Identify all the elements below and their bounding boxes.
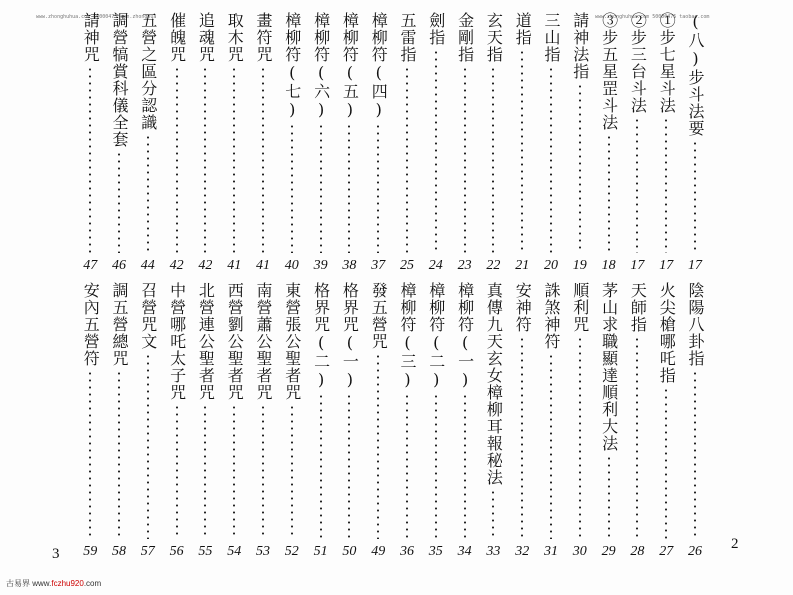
dot-leader [232,66,236,253]
toc-entry-title: 順利咒 [570,282,590,333]
toc-entry [394,282,420,560]
footer-site [6,578,101,589]
toc-entry [567,282,593,560]
dot-leader [117,370,121,539]
toc-entry [624,282,650,560]
footer-suffix: .com [83,579,102,588]
toc-entry-title: 五雷指 [398,12,417,63]
dot-leader [261,66,265,253]
toc-entry-page: 41 [227,258,242,273]
toc-entry-title: 安神符 [513,282,533,333]
toc-entry-title: 中營哪吒太子咒 [167,282,187,401]
toc-entry-title: 樟柳符(四) [369,12,389,120]
dot-leader [319,123,323,253]
dot-leader [290,404,294,539]
dot-leader [290,123,294,253]
toc-entry-page: 47 [83,258,98,273]
toc-entry [365,282,391,560]
toc-entry-page: 23 [457,258,472,273]
dot-leader [117,151,121,253]
toc-entry [423,12,449,274]
toc-entry-title: 追魂咒 [196,12,216,63]
toc-entry-title: 劍指 [426,12,446,46]
dot-leader [693,370,697,539]
toc-entry [221,12,247,274]
toc-entry-title: 樟柳符(五) [340,12,360,120]
toc-entry [596,282,622,560]
toc-entry-title: (八)步斗法要 [686,12,705,137]
toc-entry [365,12,391,274]
toc-entry-page: 24 [428,258,443,273]
toc-entry [106,12,132,274]
toc-entry-title: ①步七星斗法 [657,12,677,114]
toc-entry-page: 58 [112,544,126,559]
toc-entry-title: 調五營總咒 [110,282,129,367]
toc-entry-page: 41 [256,258,270,273]
toc-entry-page: 27 [659,544,674,559]
dot-leader [88,66,92,253]
dot-leader [175,404,179,539]
toc-entry [135,12,161,274]
toc-entry-title: 樟柳符(一) [455,282,475,390]
toc-entry-page: 56 [169,544,184,559]
toc-entry-page: 53 [256,544,270,559]
toc-entry-title: 陰陽八卦指 [686,282,705,367]
dot-leader [693,140,697,253]
toc-entry-page: 49 [371,544,386,559]
toc-entry-page: 35 [428,544,443,559]
dot-leader [319,393,323,539]
toc-entry-page: 42 [169,258,184,273]
toc-entry-page: 20 [544,258,558,273]
dot-leader [376,123,380,253]
toc-entry-title: 安內五營符 [81,282,101,367]
toc-entry-page: 39 [313,258,328,273]
dot-leader [491,66,495,253]
toc-entry-title: 請神咒 [81,12,101,63]
toc-entry-page: 52 [284,544,299,559]
toc-entry [653,12,679,274]
toc-entry-title: 道指 [513,12,533,46]
page-number-right: 2 [731,536,739,552]
dot-leader [635,336,639,539]
toc-entry-page: 37 [371,258,386,273]
toc-entry-page: 25 [400,258,414,273]
toc-entry-page: 17 [659,258,674,273]
toc-entry [135,282,161,560]
toc-entry [250,12,276,274]
toc-entry-page: 33 [486,544,501,559]
toc-entry-title: 五營之區分認識 [138,12,158,131]
toc-entry [567,12,593,274]
toc-entry-page: 26 [688,544,702,559]
toc-entry [192,12,218,274]
toc-entry [164,282,190,560]
toc-entry-title: 發五營咒 [369,282,389,350]
dot-leader [491,489,495,539]
toc-entry [653,282,679,560]
toc-entry-title: 北營連公聖者咒 [196,282,216,401]
toc-entry-title: 調營犒賞科儀全套 [110,12,129,148]
toc-entry [480,12,506,274]
toc-entry-page: 57 [140,544,155,559]
dot-leader [146,134,150,253]
toc-entry [106,282,132,560]
toc-entry-title: 西營劉公聖者咒 [225,282,245,401]
toc-entry-title: 樟柳符(二) [426,282,446,390]
toc-entry [394,12,420,274]
toc-entry-title: 誅煞神符 [542,282,561,350]
toc-entry-title: 真傳九天玄女樟柳耳報秘法 [484,282,504,486]
toc-entry [682,282,708,560]
toc-entry-title: 火尖槍哪吒指 [657,282,677,384]
toc-entry-page: 21 [515,258,530,273]
dot-leader [463,66,467,253]
toc-entry [624,12,650,274]
toc-entry-title: 格界咒(一) [340,282,360,390]
toc-entry-title: 取木咒 [225,12,245,63]
dot-leader [635,117,639,253]
toc-entry-page: 29 [601,544,616,559]
toc-entry-page: 51 [313,544,328,559]
toc-entry [279,282,305,560]
toc-entry-title: 天師指 [628,282,648,333]
watermark-left: www.zhonghuhua.com 50000475 com.zhonghua [36,14,157,20]
toc-entry-page: 19 [572,258,587,273]
toc-entry [596,12,622,274]
toc-entry-page: 36 [400,544,414,559]
toc-entry-title: 請神法指 [570,12,590,80]
toc-entry [509,12,535,274]
toc-entry-page: 54 [227,544,242,559]
toc-entry [423,282,449,560]
toc-entry-title: 催魄咒 [167,12,187,63]
dot-leader [175,66,179,253]
toc-entry-title: 玄天指 [484,12,504,63]
toc-entry [538,282,564,560]
toc-entry-page: 42 [198,258,213,273]
toc-entry-page: 55 [198,544,213,559]
toc-entry [538,12,564,274]
toc-entry-title: 三山指 [542,12,561,63]
toc-entry [192,282,218,560]
toc-entry [336,12,362,274]
dot-leader [578,83,582,253]
toc-entry-title: 茅山求職顯達順利大法 [599,282,619,452]
dot-leader [664,387,668,539]
toc-entry-page: 46 [112,258,126,273]
page-number-left: 3 [52,546,60,562]
toc-entry-title: 樟柳符(六) [311,12,331,120]
dot-leader [232,404,236,539]
dot-leader [434,393,438,539]
toc-entry-page: 30 [572,544,587,559]
toc-entry-page: 31 [544,544,558,559]
dot-leader [88,370,92,539]
watermark-right: www.zhonghuhua.com 50000475 taobao.com [595,14,710,20]
dot-leader [463,393,467,539]
toc-entry-title: ②步三台斗法 [628,12,648,114]
toc-entry [452,282,478,560]
toc-entry [250,282,276,560]
toc-entry [509,282,535,560]
toc-entry [480,282,506,560]
dot-leader [578,336,582,539]
toc-entry-title: 格界咒(二) [311,282,331,390]
dot-leader [520,336,524,539]
toc-entry [336,282,362,560]
toc-entry-title: 金剛指 [455,12,475,63]
dot-leader [261,404,265,539]
toc-entry-page: 50 [342,544,357,559]
toc-entry [279,12,305,274]
dot-leader [203,404,207,539]
toc-entry-page: 44 [140,258,155,273]
toc-entry-page: 34 [457,544,472,559]
toc-entry-page: 17 [630,258,645,273]
dot-leader [203,66,207,253]
toc-entry-page: 59 [83,544,98,559]
toc-entry [308,12,334,274]
dot-leader [347,393,351,539]
toc-entry-title: 南營蕭公聖者咒 [254,282,273,401]
footer-highlight: fczhu920 [51,579,84,588]
toc-entry-page: 18 [601,258,616,273]
toc-entry [221,282,247,560]
toc-entry-title: ③步五星罡斗法 [599,12,619,131]
dot-leader [607,134,611,253]
toc-entry [164,12,190,274]
toc-entry-title: 樟柳符(三) [398,282,417,390]
dot-leader [376,353,380,539]
toc-entry-page: 40 [284,258,299,273]
toc-entry-title: 東營張公聖者咒 [282,282,302,401]
toc-entry-page: 22 [486,258,501,273]
toc-entry [77,12,103,274]
dot-leader [405,393,409,539]
dot-leader [549,353,553,539]
dot-leader [434,49,438,253]
footer-prefix: 古易界 www. [6,579,52,588]
toc-entry-title: 畫符咒 [254,12,273,63]
dot-leader [347,123,351,253]
toc-entry-page: 28 [630,544,645,559]
toc-entry-page: 38 [342,258,357,273]
toc-entry-page: 17 [688,258,702,273]
toc-entry [452,12,478,274]
toc-entry [77,282,103,560]
toc-entry-title: 樟柳符(七) [282,12,302,120]
dot-leader [549,66,553,253]
dot-leader [520,49,524,253]
toc-entry [308,282,334,560]
toc-entry-title: 召營咒文 [138,282,158,350]
dot-leader [146,353,150,539]
toc-entry [682,12,708,274]
dot-leader [664,117,668,253]
dot-leader [405,66,409,253]
dot-leader [607,455,611,539]
toc-entry-page: 32 [515,544,530,559]
